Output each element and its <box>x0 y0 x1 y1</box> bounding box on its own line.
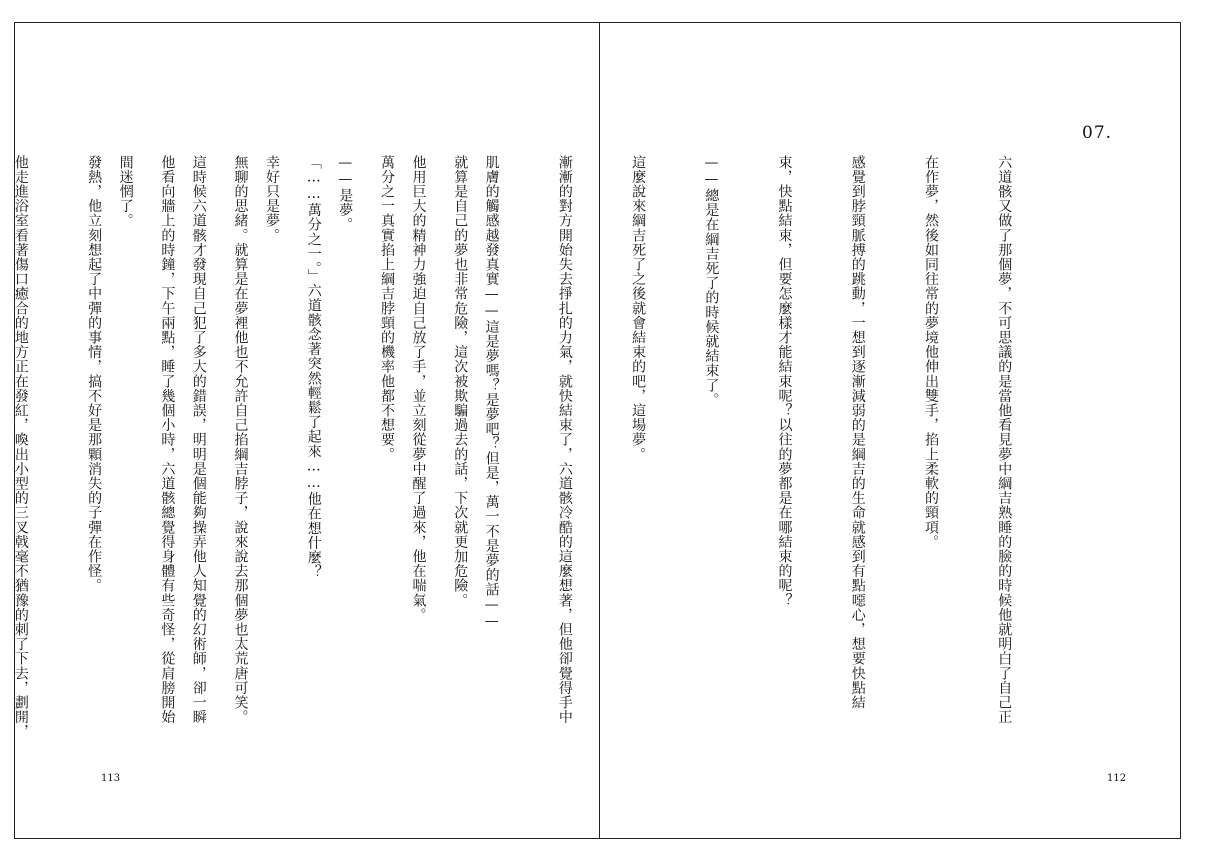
text-line: ——總是在綱吉死了的時候就結束了。 <box>703 155 720 408</box>
page-number: 112 <box>1107 773 1127 784</box>
text-line: 間迷惘了。 <box>117 155 134 228</box>
text-line: 發熱，他立刻想起了中彈的事情，搞不好是那顆消失的子彈在作怪。 <box>86 155 103 593</box>
text-line: 六道骸又做了那個夢，不可思議的是當他看見夢中綱吉熟睡的臉的時候他就明白了自己正 <box>996 155 1013 725</box>
text-line: 這麼說來綱吉死了之後就會結束的吧，這場夢。 <box>630 155 647 462</box>
text-line: 肌膚的觸感越發真實——這是夢嗎？是夢吧？但是，萬一不是夢的話—— <box>483 155 500 631</box>
text-line: 無聊的思緒。就算是在夢裡他也不允許自己掐綱吉脖子，說來說去那個夢也太荒唐可笑。 <box>232 155 249 725</box>
text-line: 在作夢，然後如同往常的夢境他伸出雙手，掐上柔軟的頸項。 <box>922 155 939 550</box>
text-line: 束，快點結束，但要怎麼樣才能結束呢？以往的夢都是在哪結束的呢？ <box>776 155 793 608</box>
text-line: 「……萬分之一。」六道骸念著突然輕鬆了起來……他在想什麼？ <box>305 155 322 580</box>
text-line: 這時候六道骸才發現自己犯了多大的錯誤，明明是個能夠操弄他人知覺的幻術師，卻一瞬 <box>190 155 207 725</box>
text-line: 漸漸的對方開始失去掙扎的力氣，就快結束了，六道骸冷酷的這麼想著，但他卻覺得手中 <box>556 155 573 725</box>
chapter-number: 07. <box>1082 123 1113 143</box>
page-number: 113 <box>101 773 121 784</box>
text-line: 他用巨大的精神力強迫自己放了手，並立刻從夢中醒了過來，他在喘氣。 <box>410 155 427 623</box>
text-line: 就算是自己的夢也非常危險，這次被欺騙過去的話，下次就更加危險。 <box>452 155 469 608</box>
book-spread <box>14 22 1181 839</box>
text-line: 他看向牆上的時鐘，下午兩點，睡了幾個小時，六道骸總覺得身體有些奇怪，從肩膀開始 <box>159 155 176 725</box>
text-line: ——是夢。 <box>337 155 354 232</box>
text-line: 幸好只是夢。 <box>264 155 280 243</box>
text-line: 感覺到脖頸脈搏的跳動，一想到逐漸減弱的是綱吉的生命就感到有點噁心，想要快點結 <box>849 155 866 710</box>
text-line: 萬分之一真實掐上綱吉脖頸的機率他都不想要。 <box>378 155 395 462</box>
text-line: 他走進浴室看著傷口癒合的地方正在發紅，喚出小型的三叉戟毫不猶豫的刺了下去，劃開， <box>12 155 29 739</box>
